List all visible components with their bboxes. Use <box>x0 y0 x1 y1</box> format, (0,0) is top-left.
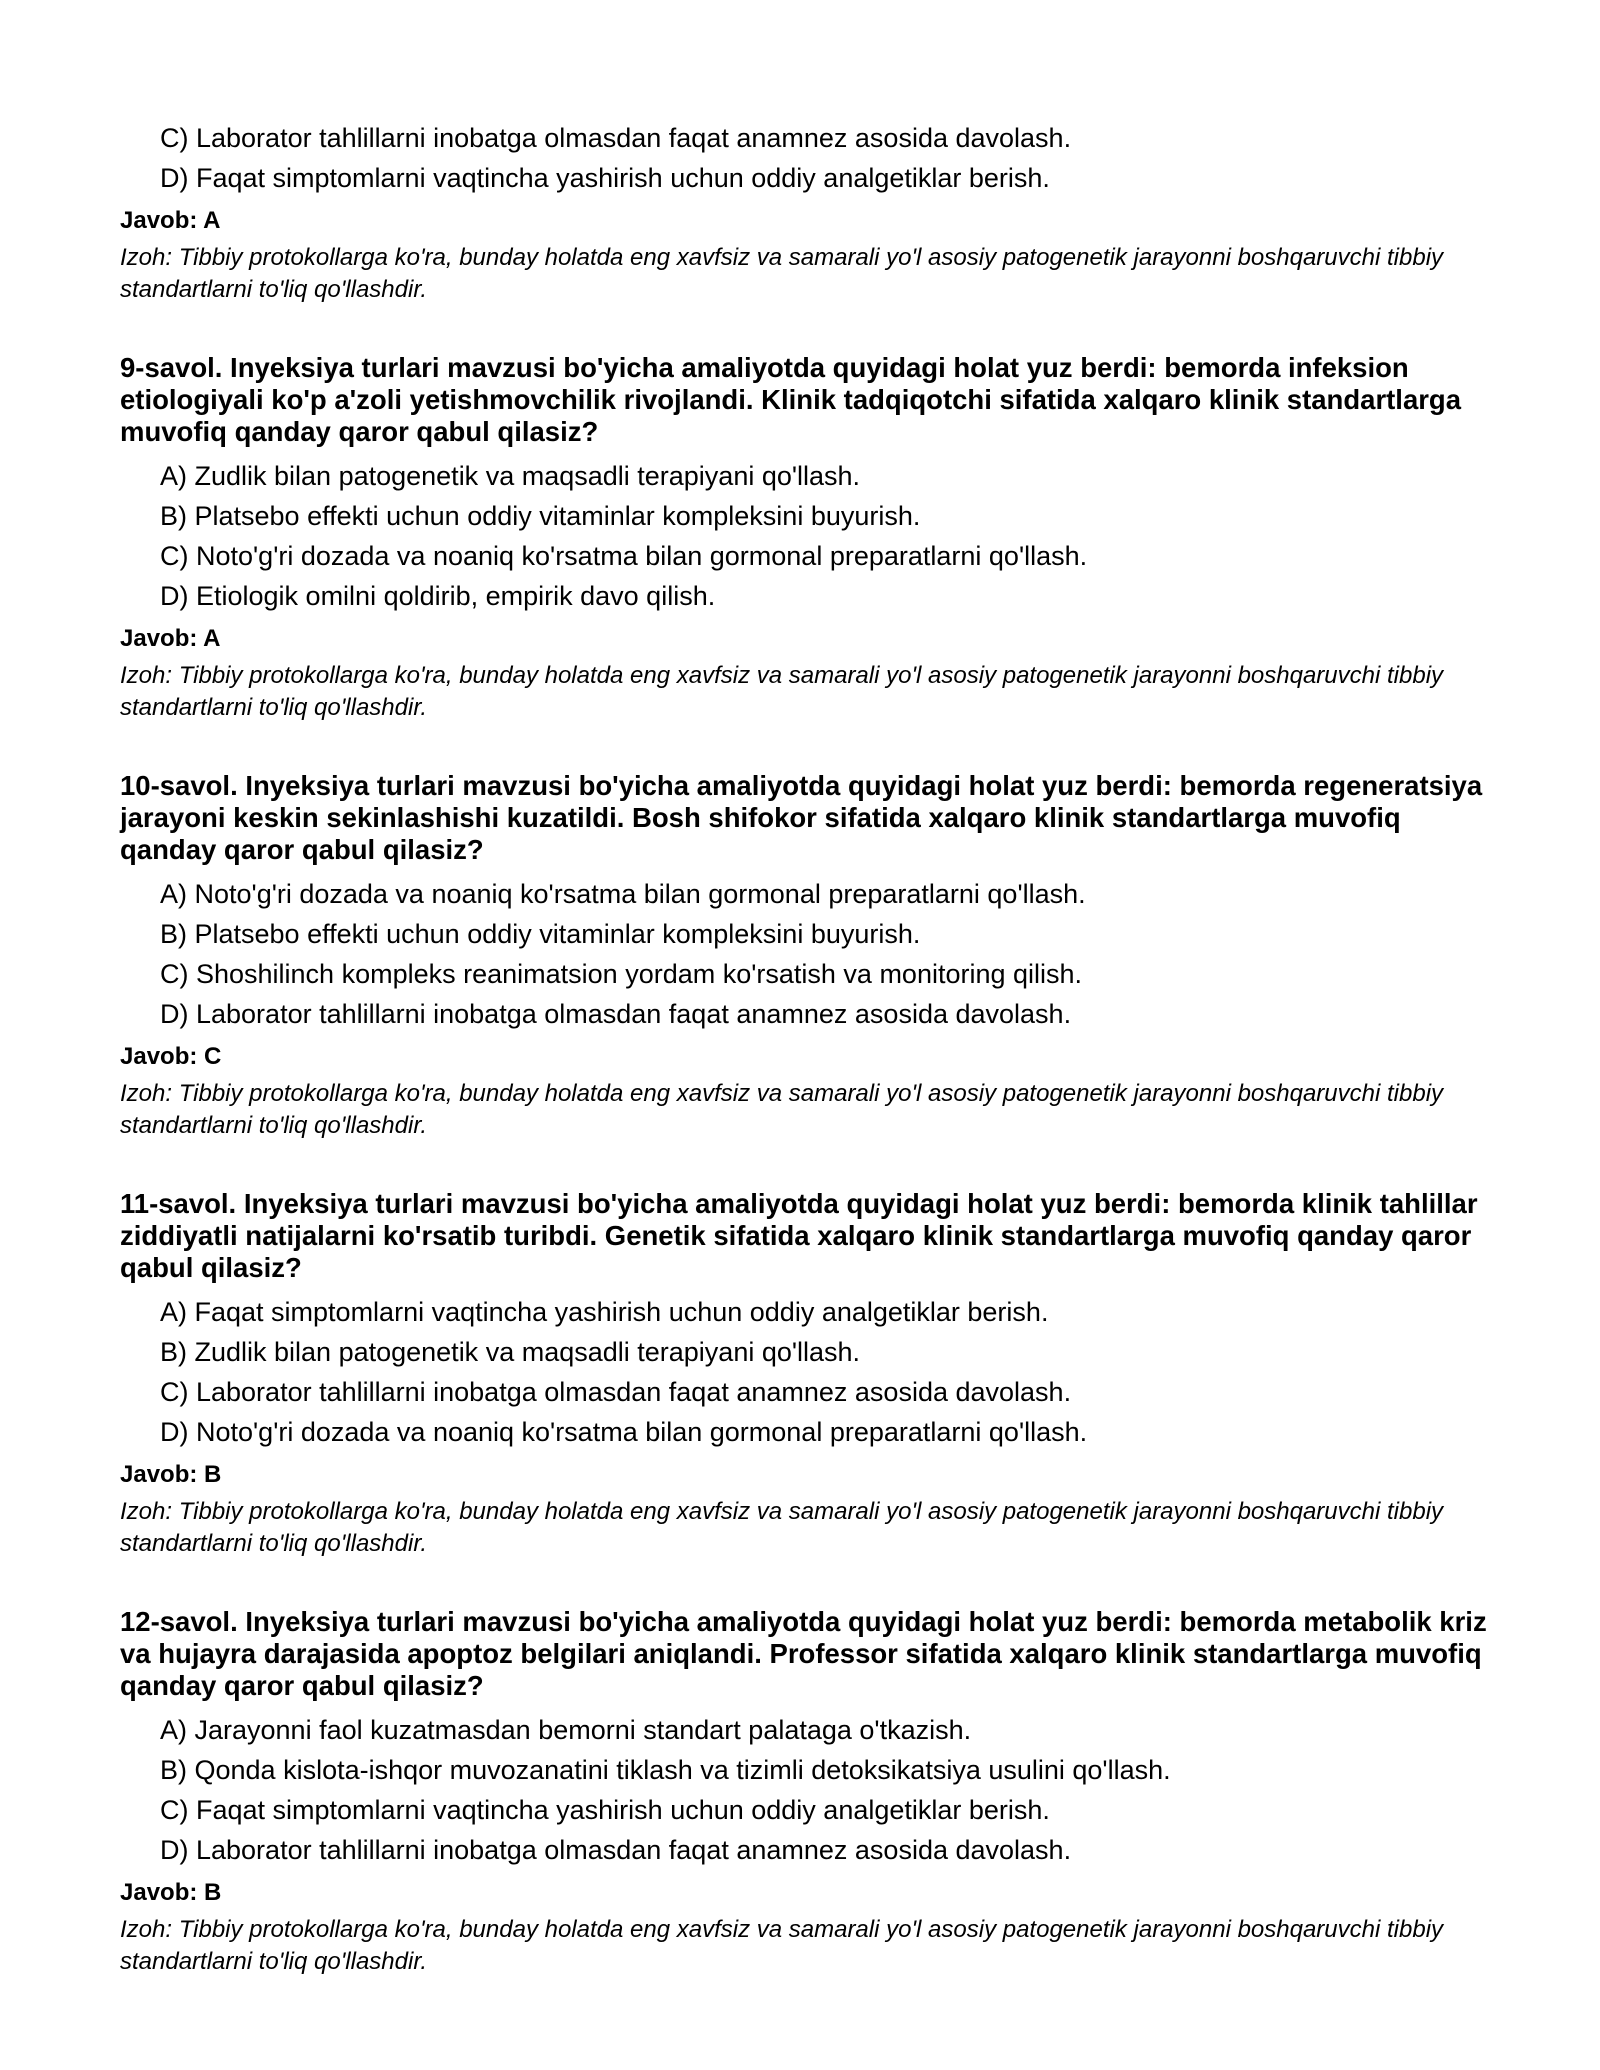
question-12 <box>120 1606 1500 1978</box>
option-b: B) Platsebo effekti uchun oddiy vitaminlar kompleksini buyurish. <box>160 919 921 949</box>
option-a: A) Noto'g'ri dozada va noaniq ko'rsatma bilan gormonal preparatlarni qo'llash. <box>160 879 1086 909</box>
option-a: A) Zudlik bilan patogenetik va maqsadli terapiyani qo'llash. <box>160 461 861 491</box>
option-b: B) Zudlik bilan patogenetik va maqsadli terapiyani qo'llash. <box>160 1337 861 1367</box>
option-c: C) Faqat simptomlarni vaqtincha yashirish uchun oddiy analgetiklar berish. <box>160 1795 1050 1825</box>
explanation-note: Izoh: Tibbiy protokollarga ko'ra, bunday holatda eng xavfsiz va samarali yo'l asosiy patogenetik jarayonni boshqaruvchi tibbiy standartlarni to'liq qo'llashdir. <box>120 662 1444 721</box>
answer-label: Javob: B <box>120 1879 222 1906</box>
question-10 <box>120 770 1500 1142</box>
answer-label: Javob: B <box>120 1461 222 1488</box>
question-11 <box>120 1188 1500 1560</box>
question-text: 9-savol. Inyeksiya turlari mavzusi bo'yicha amaliyotda quyidagi holat yuz berdi: bemorda infeksion etiologiyali ko'p a'zoli yetishmovchilik rivojlandi. Klinik tadqiqotchi sifatida xalqaro klinik standartlarga muvofiq qanday qaror qabul qilasiz? <box>120 352 1462 447</box>
option-c: C) Laborator tahlillarni inobatga olmasdan faqat anamnez asosida davolash. <box>160 123 1072 153</box>
document-page <box>120 118 1500 1978</box>
option-b: B) Platsebo effekti uchun oddiy vitaminlar kompleksini buyurish. <box>160 501 921 531</box>
option-d: D) Laborator tahlillarni inobatga olmasdan faqat anamnez asosida davolash. <box>160 1835 1072 1865</box>
question-9 <box>120 352 1500 724</box>
option-d: D) Faqat simptomlarni vaqtincha yashirish uchun oddiy analgetiklar berish. <box>160 163 1050 193</box>
option-a: A) Jarayonni faol kuzatmasdan bemorni standart palataga o'tkazish. <box>160 1715 972 1745</box>
option-c: C) Noto'g'ri dozada va noaniq ko'rsatma bilan gormonal preparatlarni qo'llash. <box>160 541 1088 571</box>
question-text: 11-savol. Inyeksiya turlari mavzusi bo'yicha amaliyotda quyidagi holat yuz berdi: bemorda klinik tahlillar ziddiyatli natijalarni ko'rsatib turibdi. Genetik sifatida xalqaro klinik standartlarga muvofiq qanday qaror qabul qilasiz? <box>120 1188 1478 1283</box>
option-d: D) Laborator tahlillarni inobatga olmasdan faqat anamnez asosida davolash. <box>160 999 1072 1029</box>
question-text: 12-savol. Inyeksiya turlari mavzusi bo'yicha amaliyotda quyidagi holat yuz berdi: bemorda metabolik kriz va hujayra darajasida apoptoz belgilari aniqlandi. Professor sifatida xalqaro klinik standartlarga muvofiq qanday qaror qabul qilasiz? <box>120 1606 1487 1701</box>
explanation-note: Izoh: Tibbiy protokollarga ko'ra, bunday holatda eng xavfsiz va samarali yo'l asosiy patogenetik jarayonni boshqaruvchi tibbiy standartlarni to'liq qo'llashdir. <box>120 1498 1444 1557</box>
option-c: C) Shoshilinch kompleks reanimatsion yordam ko'rsatish va monitoring qilish. <box>160 959 1083 989</box>
answer-label: Javob: A <box>120 625 221 652</box>
question-text: 10-savol. Inyeksiya turlari mavzusi bo'yicha amaliyotda quyidagi holat yuz berdi: bemorda regeneratsiya jarayoni keskin sekinlashishi kuzatildi. Bosh shifokor sifatida xalqaro klinik standartlarga muvofiq qanday qaror qabul qilasiz? <box>120 770 1483 865</box>
answer-label: Javob: C <box>120 1043 222 1070</box>
option-d: D) Etiologik omilni qoldirib, empirik davo qilish. <box>160 581 716 611</box>
answer-label: Javob: A <box>120 207 221 234</box>
option-b: B) Qonda kislota-ishqor muvozanatini tiklash va tizimli detoksikatsiya usulini qo'llash. <box>160 1755 1171 1785</box>
question-8-continuation <box>120 118 1500 306</box>
explanation-note: Izoh: Tibbiy protokollarga ko'ra, bunday holatda eng xavfsiz va samarali yo'l asosiy patogenetik jarayonni boshqaruvchi tibbiy standartlarni to'liq qo'llashdir. <box>120 1916 1444 1975</box>
explanation-note: Izoh: Tibbiy protokollarga ko'ra, bunday holatda eng xavfsiz va samarali yo'l asosiy patogenetik jarayonni boshqaruvchi tibbiy standartlarni to'liq qo'llashdir. <box>120 1080 1444 1139</box>
option-d: D) Noto'g'ri dozada va noaniq ko'rsatma bilan gormonal preparatlarni qo'llash. <box>160 1417 1088 1447</box>
explanation-note: Izoh: Tibbiy protokollarga ko'ra, bunday holatda eng xavfsiz va samarali yo'l asosiy patogenetik jarayonni boshqaruvchi tibbiy standartlarni to'liq qo'llashdir. <box>120 244 1444 303</box>
option-c: C) Laborator tahlillarni inobatga olmasdan faqat anamnez asosida davolash. <box>160 1377 1072 1407</box>
option-a: A) Faqat simptomlarni vaqtincha yashirish uchun oddiy analgetiklar berish. <box>160 1297 1049 1327</box>
